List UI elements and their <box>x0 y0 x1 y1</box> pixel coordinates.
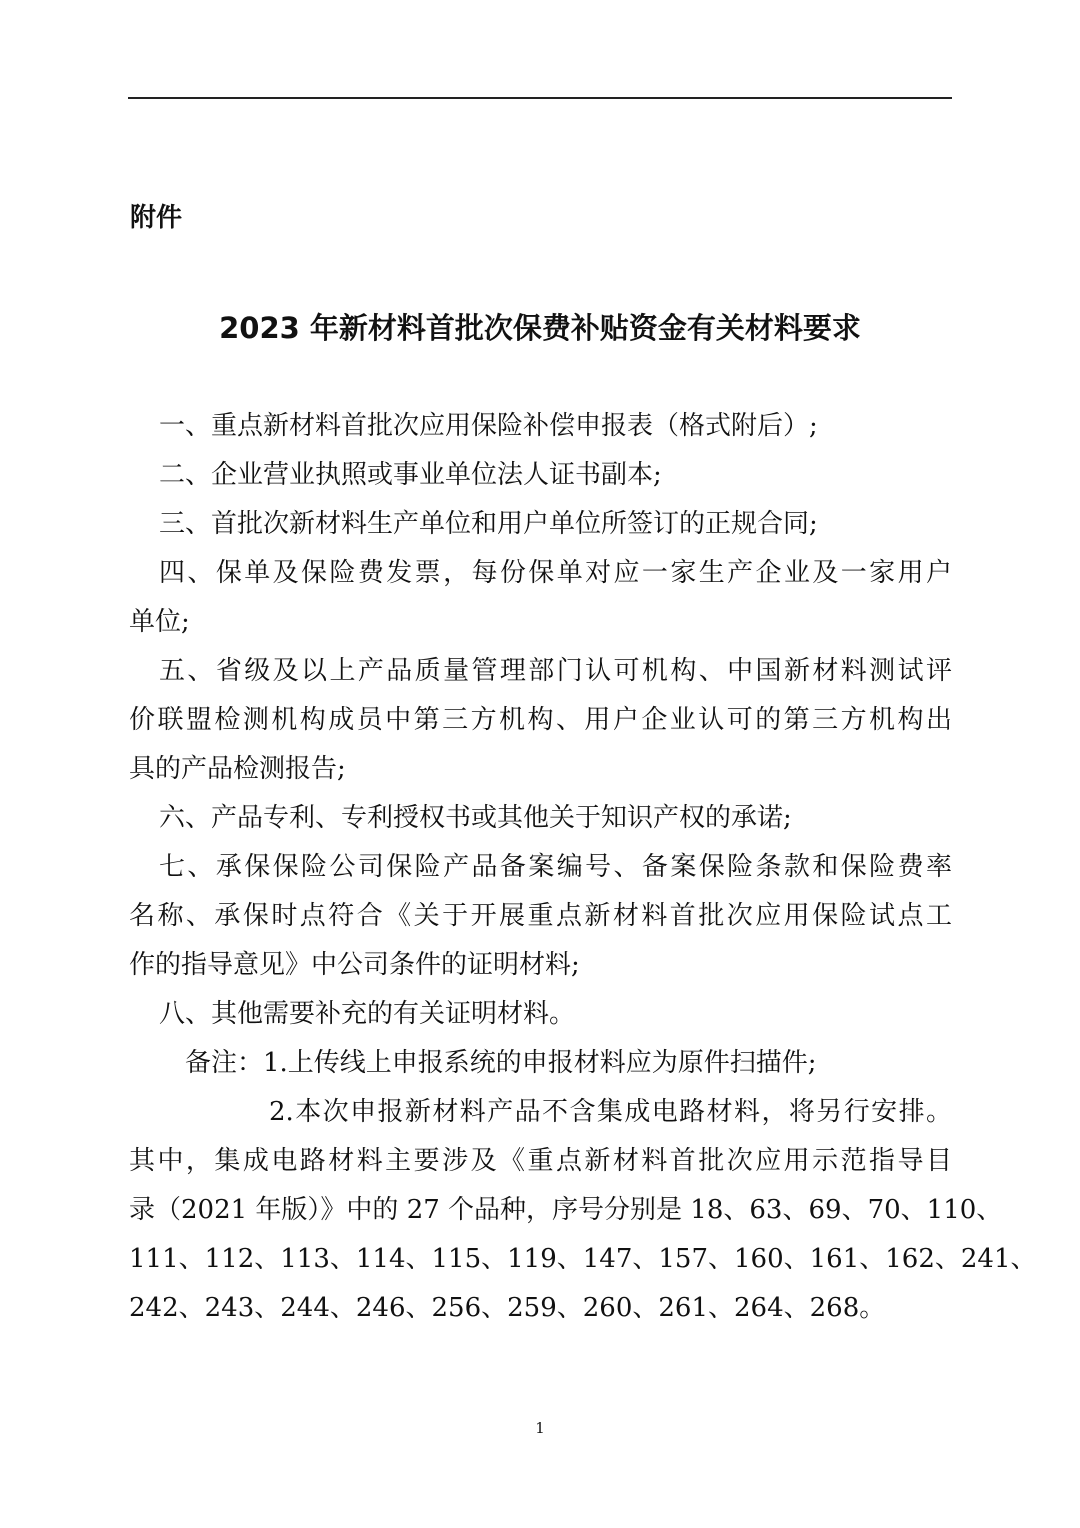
item-6: 六、产品专利、专利授权书或其他关于知识产权的承诺; <box>159 803 792 833</box>
note-2-line-5: 242、243、244、246、256、259、260、261、264、268。 <box>129 1293 886 1323</box>
attachment-label: 附件 <box>130 203 183 233</box>
note-2-line-1: 2.本次申报新材料产品不含集成电路材料，将另行安排。 <box>269 1097 952 1127</box>
item-4-line-1: 四、保单及保险费发票，每份保单对应一家生产企业及一家用户 <box>159 558 952 588</box>
page-number: 1 <box>535 1419 545 1437</box>
item-7-line-1: 七、承保保险公司保险产品备案编号、备案保险条款和保险费率 <box>159 852 952 882</box>
item-5-line-3: 具的产品检测报告; <box>129 754 346 784</box>
item-8: 八、其他需要补充的有关证明材料。 <box>159 999 576 1029</box>
item-1: 一、重点新材料首批次应用保险补偿申报表（格式附后）; <box>159 411 818 441</box>
item-7-line-3: 作的指导意见》中公司条件的证明材料; <box>129 950 580 980</box>
item-5-line-1: 五、省级及以上产品质量管理部门认可机构、中国新材料测试评 <box>159 656 952 686</box>
item-7-line-2: 名称、承保时点符合《关于开展重点新材料首批次应用保险试点工 <box>129 901 952 931</box>
header-rule <box>128 97 952 99</box>
item-3: 三、首批次新材料生产单位和用户单位所签订的正规合同; <box>159 509 818 539</box>
note-2-line-3: 录（2021 年版）》中的 27 个品种，序号分别是 18、63、69、70、110、 <box>129 1195 1003 1225</box>
note-1: 备注：1.上传线上申报系统的申报材料应为原件扫描件; <box>185 1048 817 1078</box>
document-title: 2023 年新材料首批次保费补贴资金有关材料要求 <box>219 311 861 345</box>
note-2-line-2: 其中，集成电路材料主要涉及《重点新材料首批次应用示范指导目 <box>129 1146 952 1176</box>
note-2-line-4: 111、112、113、114、115、119、147、157、160、161、162、241、 <box>129 1244 1037 1274</box>
item-4-line-2: 单位; <box>129 607 190 637</box>
item-2: 二、企业营业执照或事业单位法人证书副本; <box>159 460 662 490</box>
item-5-line-2: 价联盟检测机构成员中第三方机构、用户企业认可的第三方机构出 <box>129 705 952 735</box>
